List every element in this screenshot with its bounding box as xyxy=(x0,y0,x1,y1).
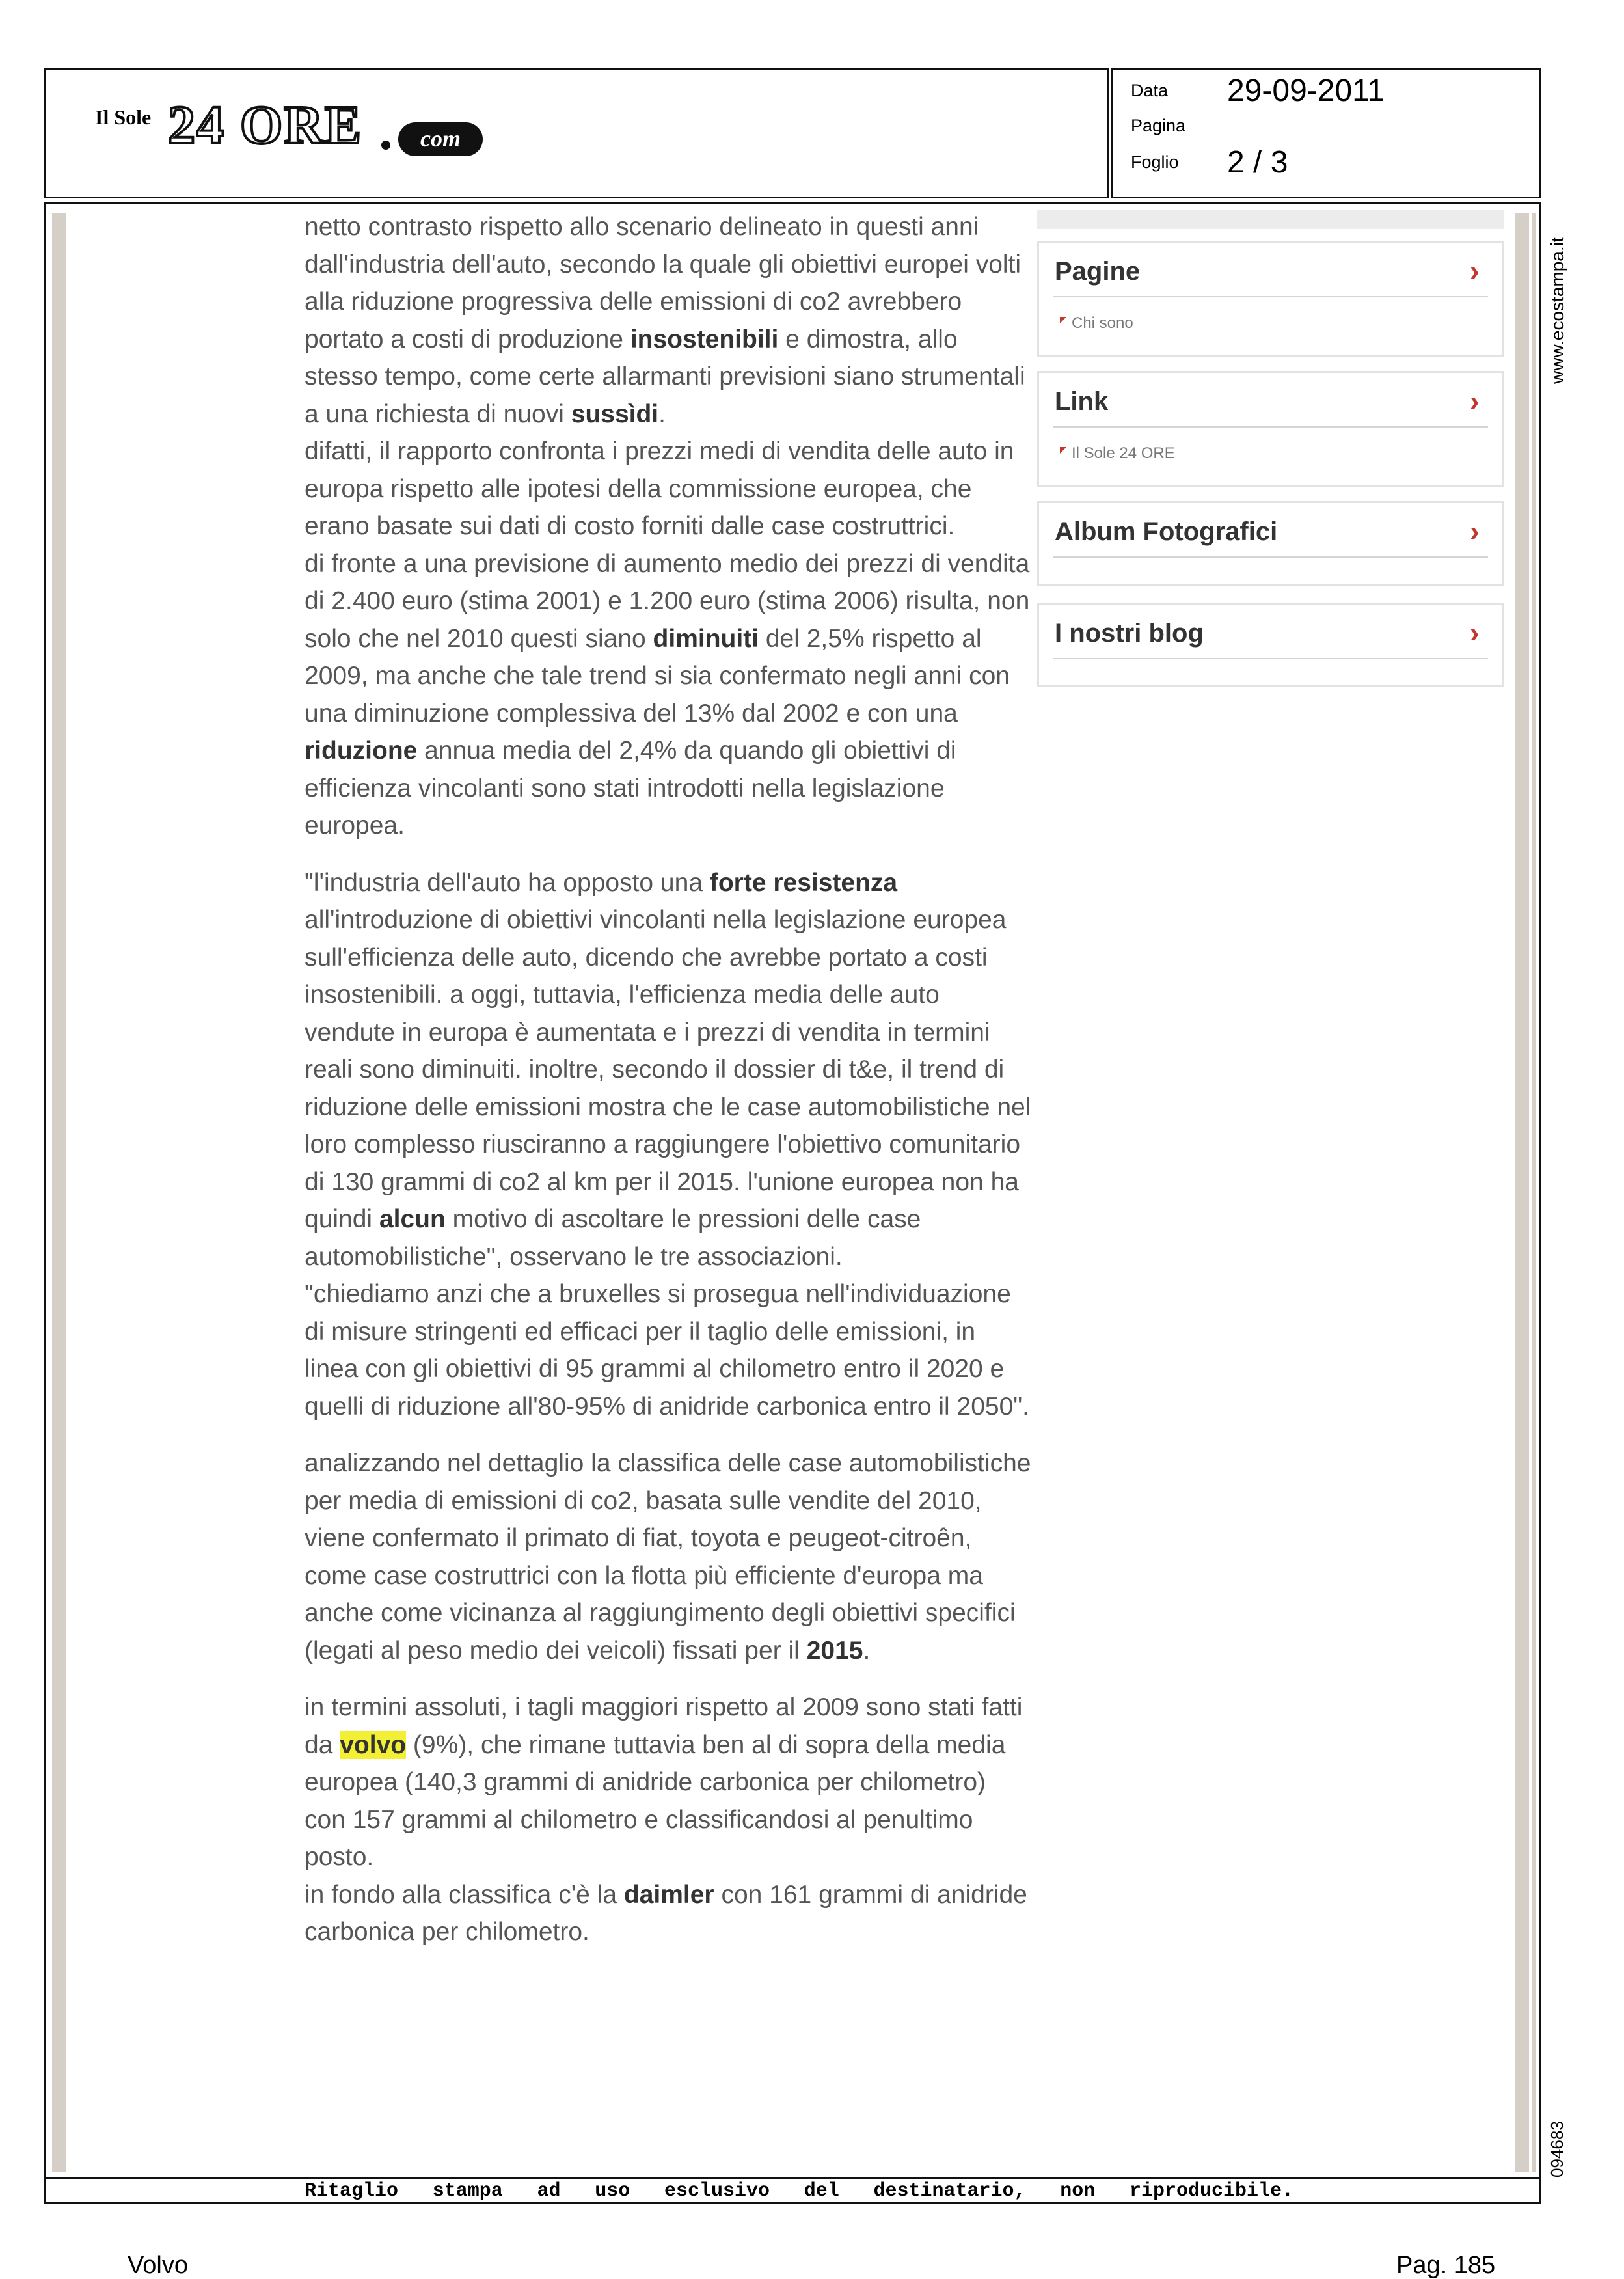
date-value: 29-09-2011 xyxy=(1227,74,1385,108)
disclaimer-word: stampa xyxy=(432,2180,503,2202)
article-paragraph xyxy=(304,545,1033,845)
text-run: all'introduzione di obiettivi vincolanti nella legislazione europea sull'efficienza delle auto, dicendo che avrebbe portato a costi insostenibili. a oggi, tuttavia, l'efficienza media delle auto vendute in europa è aumentata e i prezzi di vendita in termini reali sono diminuiti. inoltre, secondo il dossier di t&e, il trend di riduzione delle emissioni mostra che le case automobilistiche nel loro complesso riusciranno a raggiungere l'obiettivo comunitario di 130 grammi di co2 al km per il 2015. l'unione europea non ha quindi xyxy=(304,906,1031,1233)
article-paragraph xyxy=(304,1876,1033,1951)
sidebar-box-title: I nostri blog xyxy=(1055,619,1204,648)
text-run: netto contrasto rispetto allo scenario delineato in questi anni dall'industria dell'auto, secondo la quale gli obiettivi europei volti alla riduzione progressiva delle emissioni di co2 avrebbero portato a costi di produzione xyxy=(304,213,1022,353)
text-run: di fronte a una previsione di aumento medio dei prezzi di vendita di 2.400 euro (stima 2001) e 1.200 euro (stima 2006) risulta, non solo che nel 2010 questi siano xyxy=(304,549,1030,653)
divider xyxy=(1053,296,1488,297)
text-run: in fondo alla classifica c'è la xyxy=(304,1880,624,1909)
blog-sidebar xyxy=(1037,210,1504,649)
disclaimer-word: Ritaglio xyxy=(304,2180,399,2202)
disclaimer-word: ad xyxy=(537,2180,561,2202)
chevron-right-icon[interactable]: › xyxy=(1470,617,1480,649)
triangle-bullet-icon xyxy=(1060,447,1066,454)
text-run: "l'industria dell'auto ha opposto una xyxy=(304,868,710,897)
logo-prefix: Il Sole xyxy=(95,105,152,129)
bold-keyword: insostenibili xyxy=(630,325,779,353)
sidebar-top-strip xyxy=(1037,210,1504,229)
sole24ore-logo xyxy=(95,95,511,169)
text-run: in termini assoluti, i tagli maggiori rispetto al 2009 sono stati fatti da xyxy=(304,1693,1023,1759)
text-run: (9%), che rimane tuttavia ben al di sopra della media europea (140,3 grammi di anidride carbonica per chilometro) con 157 grammi al chilometro e classificandosi al penultimo posto. xyxy=(304,1730,1006,1871)
article-paragraph xyxy=(304,864,1033,1276)
reproduction-disclaimer xyxy=(304,2180,1293,2202)
bold-keyword: 2015 xyxy=(806,1636,863,1665)
sheet-value: 2 / 3 xyxy=(1227,145,1288,180)
sidebar-link-label: Il Sole 24 ORE xyxy=(1072,444,1175,462)
article-paragraph xyxy=(304,1276,1033,1425)
sidebar-box-title: Album Fotografici xyxy=(1055,517,1278,546)
sidebar-box-title: Pagine xyxy=(1055,257,1141,286)
disclaimer-word: non xyxy=(1060,2180,1096,2202)
text-run: analizzando nel dettaglio la classifica delle case automobilistiche per media di emissioni di co2, basata sulle vendite del 2010, viene confermato il primato di fiat, toyota e peugeot-citroên, come case costruttrici con la flotta più efficiente d'europa ma anche come vicinanza al raggiungimento degli obiettivi specifici (legati al peso medio dei veicoli) fissati per il xyxy=(304,1449,1031,1665)
sidebar-box-title: Link xyxy=(1055,387,1109,416)
text-run: motivo di ascoltare le pressioni delle case automobilistiche", osservano le tre associazioni. xyxy=(304,1205,921,1271)
article-paragraph xyxy=(304,433,1033,545)
bold-keyword: alcun xyxy=(379,1205,446,1233)
article-code: 094683 xyxy=(1547,2121,1567,2177)
disclaimer-word: uso xyxy=(595,2180,630,2202)
divider xyxy=(1053,658,1488,659)
sidebar-box-link[interactable] xyxy=(1037,371,1504,487)
text-run: annua media del 2,4% da quando gli obiettivi di efficienza vincolanti sono stati introdotti nella legislazione europea. xyxy=(304,737,956,839)
ecostampa-caption: www.ecostampa.it xyxy=(1547,237,1567,384)
divider xyxy=(1053,556,1488,558)
text-run: con 161 grammi di anidride carbonica per chilometro. xyxy=(304,1880,1027,1946)
date-label: Data xyxy=(1131,81,1169,100)
sidebar-box-nostri-blog[interactable] xyxy=(1037,603,1504,687)
bold-keyword: daimler xyxy=(623,1880,714,1909)
chevron-right-icon[interactable]: › xyxy=(1470,385,1480,417)
sidebar-box-album-fotografici[interactable] xyxy=(1037,501,1504,586)
disclaimer-word: esclusivo xyxy=(664,2180,770,2202)
right-scroll-bar xyxy=(1515,213,1529,2172)
sidebar-link-label: Chi sono xyxy=(1072,314,1133,332)
sidebar-box-pagine[interactable] xyxy=(1037,241,1504,357)
footer-topic: Volvo xyxy=(128,2252,188,2279)
article-paragraph xyxy=(304,1689,1033,1876)
logo-dot xyxy=(381,141,390,150)
sidebar-link-il-sole-24-ore[interactable] xyxy=(1060,444,1175,463)
article-paragraph xyxy=(304,1445,1033,1669)
article-body xyxy=(304,208,1033,1951)
text-run: difatti, il rapporto confronta i prezzi medi di vendita delle auto in europa rispetto alle ipotesi della commissione europea, che erano basate sui dati di costo forniti dalle case costruttrici. xyxy=(304,437,1014,540)
bold-keyword: diminuiti xyxy=(653,624,759,653)
sheet-label: Foglio xyxy=(1131,152,1179,172)
text-run: "chiediamo anzi che a bruxelles si prosegua nell'individuazione di misure stringenti ed efficaci per il taglio delle emissioni, in linea con gli obiettivi di 95 grammi al chilometro entro il 2020 e quelli di riduzione all'80-95% di anidride carbonica entro il 2050". xyxy=(304,1280,1029,1421)
disclaimer-word: riproducibile. xyxy=(1129,2180,1293,2202)
logo-suffix: com xyxy=(398,122,483,156)
right-scroll-edge xyxy=(1532,213,1536,2172)
text-run: . xyxy=(863,1636,871,1665)
bold-keyword: forte resistenza xyxy=(709,868,898,897)
bold-keyword: riduzione xyxy=(304,737,418,765)
highlighted-keyword: volvo xyxy=(340,1730,407,1759)
divider xyxy=(1053,426,1488,428)
article-paragraph xyxy=(304,208,1033,433)
triangle-bullet-icon xyxy=(1060,317,1066,323)
left-scroll-bar xyxy=(52,213,66,2172)
text-run: e dimostra, allo stesso tempo, come certe allarmanti previsioni siano strumentali a una richiesta di nuovi xyxy=(304,325,1025,428)
disclaimer-word: del xyxy=(804,2180,839,2202)
footer-page-number: Pag. 185 xyxy=(1396,2252,1496,2279)
text-run: del 2,5% rispetto al 2009, ma anche che tale trend si sia confermato negli anni con una diminuzione complessiva del 13% dal 2002 e con una xyxy=(304,624,1010,728)
chevron-right-icon[interactable]: › xyxy=(1470,515,1480,547)
sidebar-link-chi-sono[interactable] xyxy=(1060,314,1133,333)
logo-number: 24 ORE xyxy=(168,95,363,156)
disclaimer-word: destinatario, xyxy=(873,2180,1026,2202)
text-run: . xyxy=(658,400,666,428)
page-label: Pagina xyxy=(1131,116,1186,135)
bold-keyword: sussìdi xyxy=(571,400,659,428)
disclaimer-divider xyxy=(44,2177,1541,2179)
chevron-right-icon[interactable]: › xyxy=(1470,255,1480,287)
logo-com-badge xyxy=(381,122,553,157)
